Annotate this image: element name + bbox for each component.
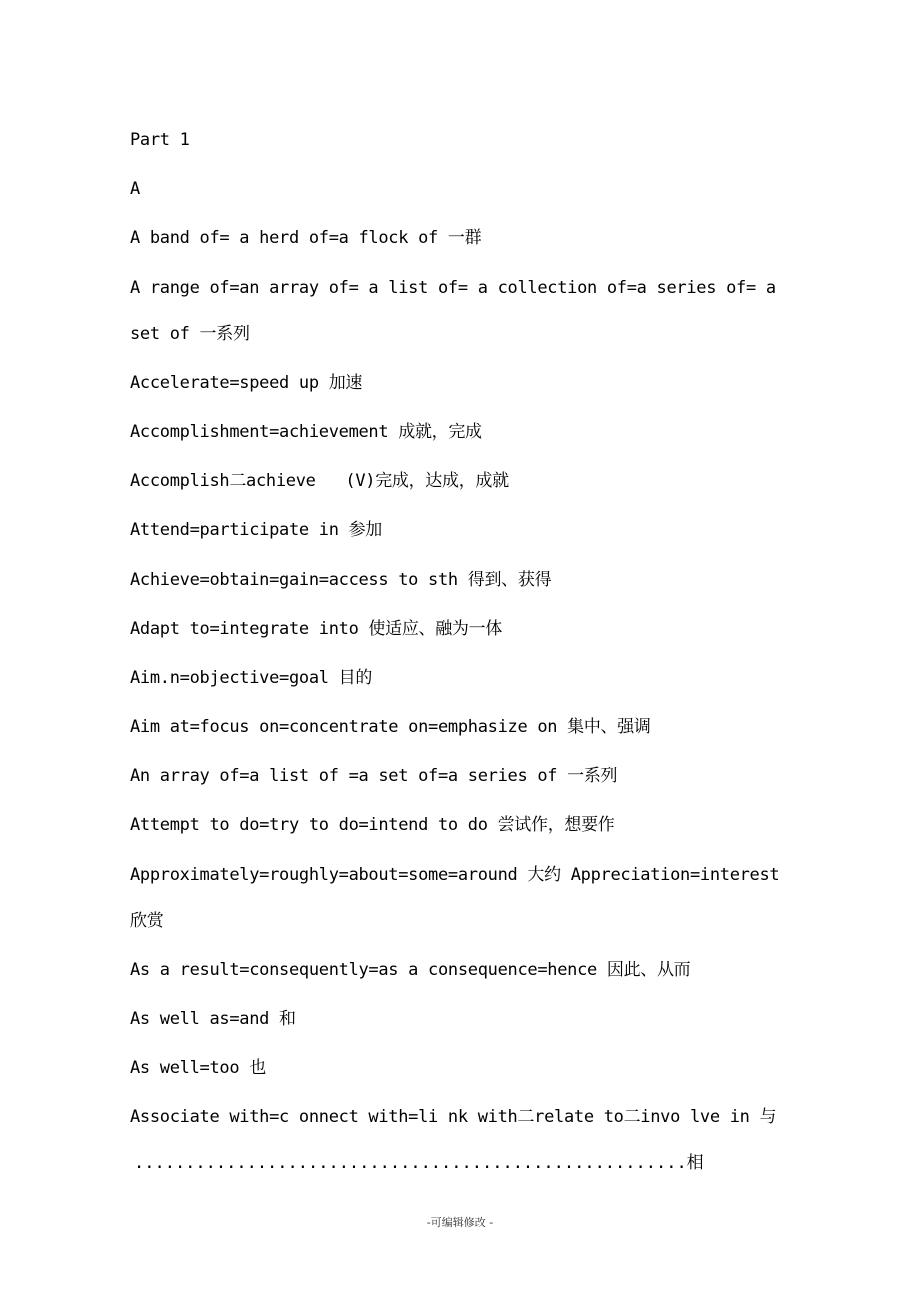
vocab-line: Aim at=focus on=concentrate on=emphasize on 集中、强调 [130,717,651,738]
section-heading: Part 1 [130,130,190,150]
vocab-line: Accelerate=speed up 加速 [130,372,363,393]
vocab-line: An array of=a list of =a set of=a series of 一系列 [130,766,618,787]
vocab-line: Associate with=c onnect with=li nk with二relate to二invo lve in 与 [130,1107,777,1128]
vocab-line-continuation: set of 一系列 [130,323,250,344]
vocab-line-continuation: ......................................................相 [134,1153,704,1174]
vocab-line: As well=too 也 [130,1058,266,1079]
vocab-line: As a result=consequently=as a consequence=hence 因此、从而 [130,959,691,980]
vocab-line: As well as=and 和 [130,1009,296,1029]
vocab-line: A range of=an array of= a list of= a collection of=a series of= a [130,277,776,298]
vocab-line: Approximately=roughly=about=some=around 大约 Appreciation=interest [130,864,780,885]
vocab-line: Attempt to do=try to do=intend to do 尝试作，想要作 [130,815,615,836]
vocab-line-continuation: 欣赏 [130,910,164,931]
vocab-line: Aim.n=objective=goal 目的 [130,667,373,688]
vocab-line: Achieve=obtain=gain=access to sth 得到、获得 [130,569,552,590]
vocab-line: Attend=participate in 参加 [130,520,382,541]
vocab-line: Adapt to=integrate into 使适应、融为一体 [130,618,503,639]
letter-heading: A [130,179,140,200]
page-footer: -可编辑修改 - [426,1216,494,1229]
document-body [130,124,790,1197]
vocab-line: Accomplishment=achievement 成就，完成 [130,421,482,442]
vocab-line: A band of= a herd of=a flock of 一群 [130,228,482,249]
vocab-line: Accomplish二achieve (V)完成，达成，成就 [130,471,509,492]
